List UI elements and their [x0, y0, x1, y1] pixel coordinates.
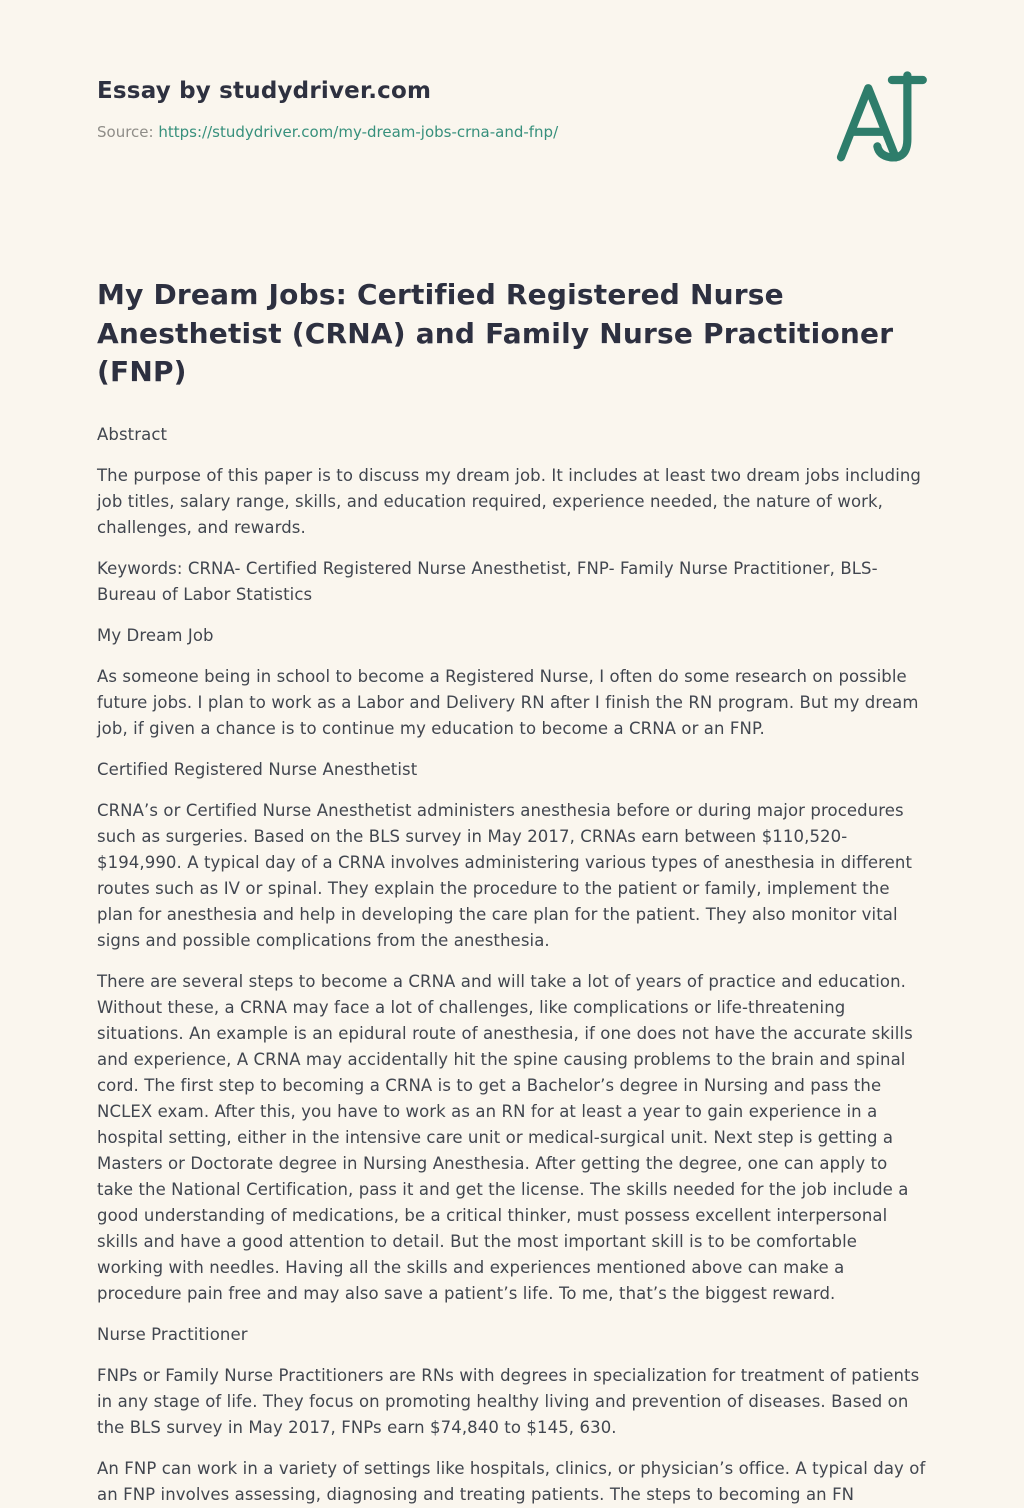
paragraph: The purpose of this paper is to discuss my dream job. It includes at least two dream jobs including job titles, salary range, skills, and education required, experience needed, the nature of work, challenges, and rewards. [97, 465, 922, 537]
section-heading-abstract: Abstract [97, 424, 168, 444]
paragraph: An FNP can work in a variety of settings like hospitals, clinics, or physician’s office. A typical day of an FNP involves assessing, diagnosing and treating patients. The steps to becoming an FN [97, 1458, 926, 1504]
paragraph: CRNA’s or Certified Nurse Anesthetist administers anesthesia before or during major procedures such as surgeries. Based on the BLS survey in May 2017, CRNAs earn between $110,520- $194,990. A typical day of a CRNA involves administering various types of anesthesia in different routes such as IV or spinal. They explain the procedure to the patient or family, implement the plan for anesthesia and help in developing the care plan for the patient. They also monitor vital signs and possible complications from the anesthesia. [97, 800, 913, 950]
source-line [97, 123, 558, 141]
section-heading-nurse-practitioner: Nurse Practitioner [97, 1324, 248, 1344]
header-text-block [97, 72, 558, 141]
studydriver-logo [835, 70, 927, 174]
page-header [97, 72, 927, 174]
source-label: Source: [97, 123, 154, 141]
source-url-link[interactable]: https://studydriver.com/my-dream-jobs-crna-and-fnp/ [158, 123, 559, 141]
essay-by-line: Essay by studydriver.com [97, 78, 432, 104]
brand-monogram-icon [835, 70, 927, 170]
paragraph: FNPs or Family Nurse Practitioners are RNs with degrees in specialization for treatment of patients in any stage of life. They focus on promoting healthy living and prevention of diseases. Based on the BLS survey in May 2017, FNPs earn $74,840 to $145, 630. [97, 1365, 920, 1437]
paragraph-keywords: Keywords: CRNA- Certified Registered Nurse Anesthetist, FNP- Family Nurse Practitioner, BLS- Bureau of Labor Statistics [97, 558, 878, 604]
article-title: My Dream Jobs: Certified Registered Nurse Anesthetist (CRNA) and Family Nurse Practitioner (FNP) [97, 278, 894, 389]
paragraph: As someone being in school to become a Registered Nurse, I often do some research on possible future jobs. I plan to work as a Labor and Delivery RN after I finish the RN program. But my dream job, if given a chance is to continue my education to become a CRNA or an FNP. [97, 666, 919, 738]
section-heading-my-dream-job: My Dream Job [97, 625, 214, 645]
article [97, 276, 927, 1508]
section-heading-crna: Certified Registered Nurse Anesthetist [97, 759, 418, 779]
paragraph: There are several steps to become a CRNA and will take a lot of years of practice and education. Without these, a CRNA may face a lot of challenges, like complications or life-threatening situations. An example is an epidural route of anesthesia, if one does not have the accurate skills and experience, A CRNA may accidentally hit the spine causing problems to the brain and spinal cord. The first step to becoming a CRNA is to get a Bachelor’s degree in Nursing and pass the NCLEX exam. After this, you have to work as an RN for at least a year to gain experience in a hospital setting, either in the intensive care unit or medical-surgical unit. Next step is getting a Masters or Doctorate degree in Nursing Anesthesia. After getting the degree, one can apply to take the National Certification, pass it and get the license. The skills needed for the job include a good understanding of medications, be a critical thinker, must possess excellent interpersonal skills and have a good attention to detail. But the most important skill is to be comfortable working with needles. Having all the skills and experiences mentioned above can make a procedure pain free and may also save a patient’s life. To me, that’s the biggest reward. [97, 971, 913, 1303]
